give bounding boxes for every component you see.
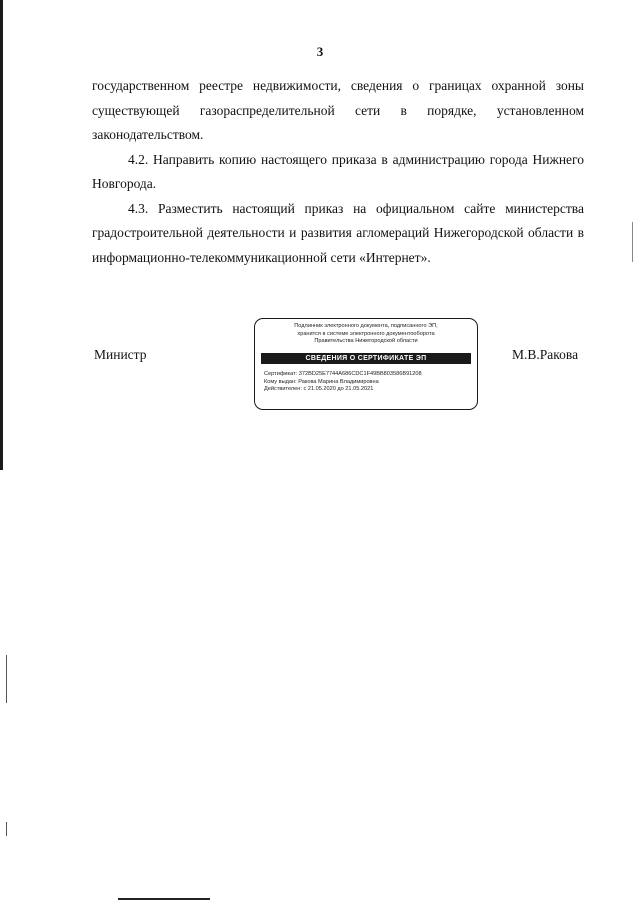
scan-mark xyxy=(632,222,633,262)
stamp-line: хранится в системе электронного документооборота xyxy=(297,330,435,337)
scan-mark xyxy=(6,822,7,836)
certificate-owner: Кому выдан: Ракова Марина Владимировна xyxy=(264,378,379,385)
signatory-name: М.В.Ракова xyxy=(512,347,579,362)
footer-line xyxy=(118,898,210,900)
stamp-details xyxy=(264,371,471,394)
paragraph-4-3: 4.3. Разместить настоящий приказ на официальном сайте министерства градостроительной деятельности и развития агломераций Нижегородской области в информационно-телекоммуникационной сети «Интернет». xyxy=(92,200,584,265)
stamp-title: СВЕДЕНИЯ О СЕРТИФИКАТЕ ЭП xyxy=(261,353,471,364)
page-number: 3 xyxy=(316,44,324,59)
electronic-signature-stamp xyxy=(254,318,478,410)
paragraph-continuation: государственном реестре недвижимости, сведения о границах охранной зоны существующей газораспределительной сети в порядке, установленном законодательством. xyxy=(92,78,584,142)
certificate-number: Сертификат: 372BD25E7744A686CDC1F49BB803586B91208 xyxy=(264,371,422,377)
scan-left-edge xyxy=(0,0,3,470)
stamp-line: Правительства Нижегородской области xyxy=(314,338,418,344)
stamp-header xyxy=(261,323,471,346)
certificate-validity: Действителен: с 21.05.2020 до 21.05.2021 xyxy=(264,386,374,393)
scan-mark xyxy=(6,655,7,703)
document-body xyxy=(92,74,584,270)
paragraph-4-2: 4.2. Направить копию настоящего приказа в администрацию города Нижнего Новгорода. xyxy=(92,151,584,191)
stamp-line: Подлинник электронного документа, подписанного ЭП, xyxy=(294,323,438,329)
signatory-position: Министр xyxy=(94,347,147,362)
